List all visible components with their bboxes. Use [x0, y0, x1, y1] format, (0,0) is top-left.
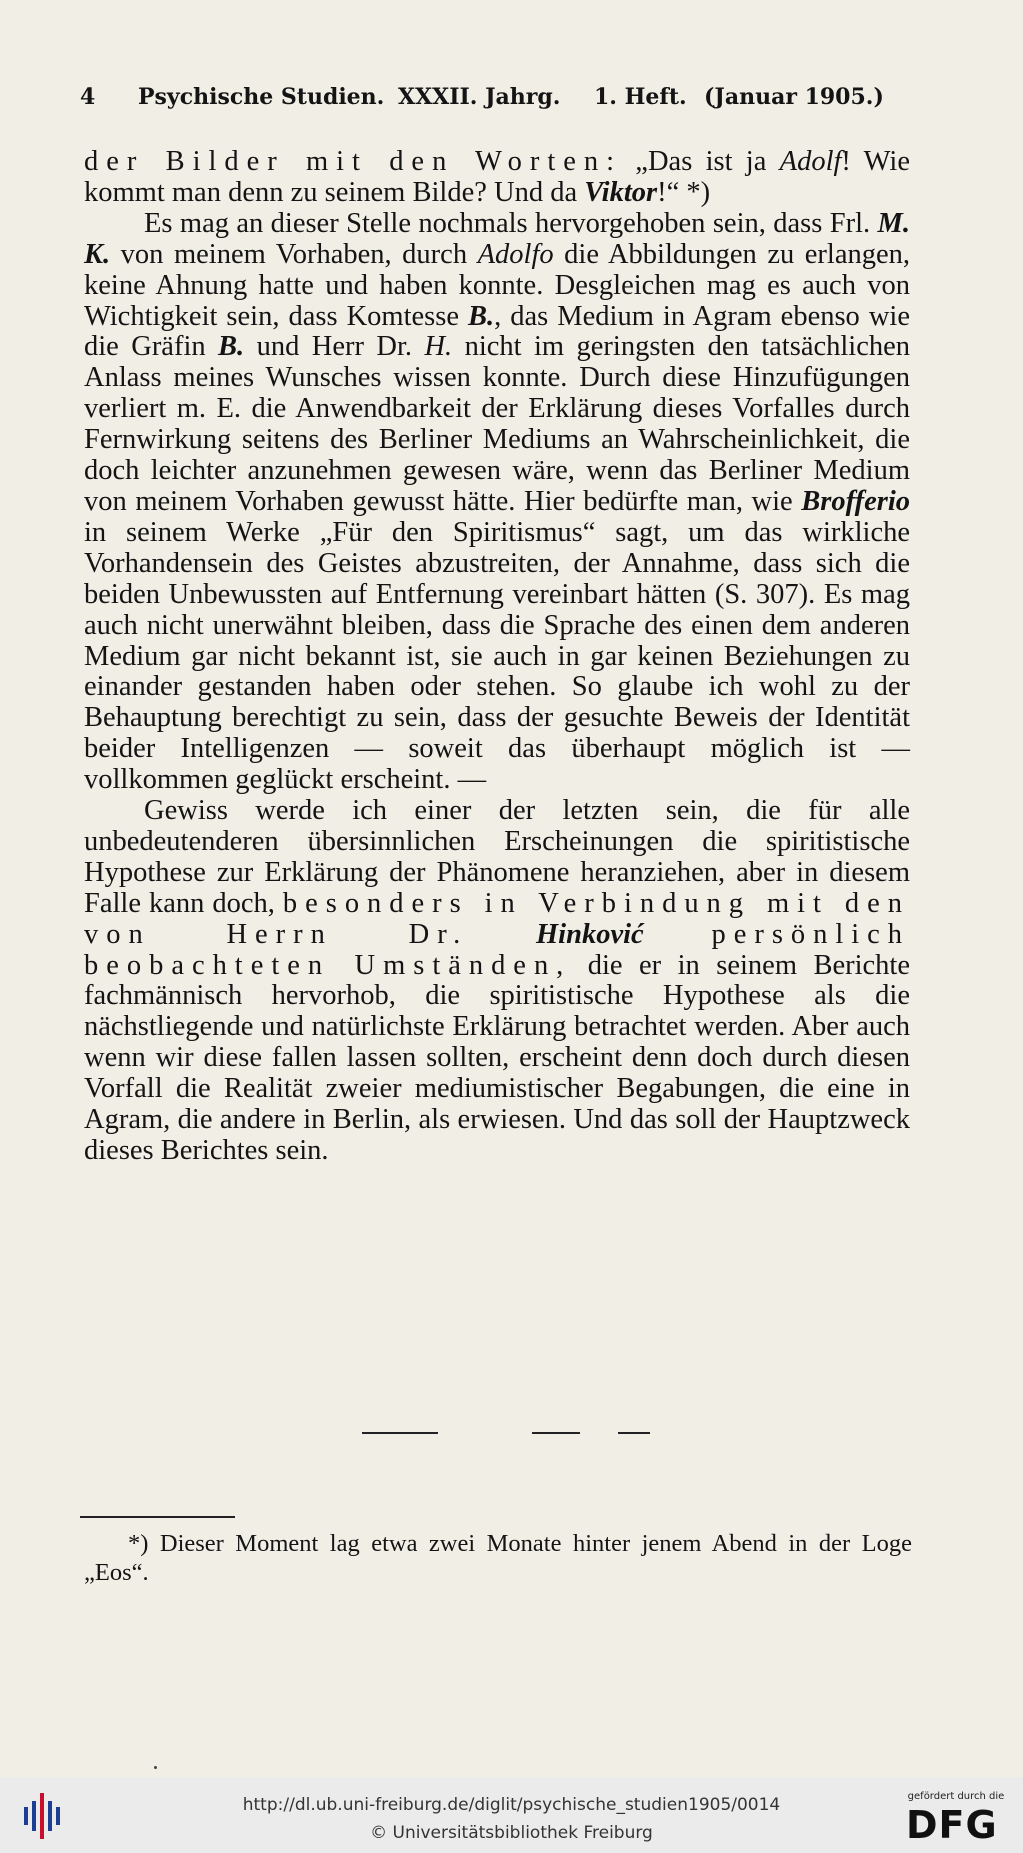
initial-h: H.: [424, 331, 453, 363]
permalink-url[interactable]: http://dl.ub.uni-freiburg.de/diglit/psychische_studien1905/0014: [242, 1795, 781, 1815]
footnote-text: *) Dieser Moment lag etwa zwei Monate hinter jenem Abend in der Loge „Eos“.: [84, 1530, 912, 1586]
text-run: „Das ist ja: [622, 146, 780, 177]
text-run: nicht im geringsten den tatsächlichen Anlass meines Wunsches wissen konnte. Durch diese Hinzufügungen verliert m. E. die Anwendbarkeit der Erklärung dieses Vorfalles durch Fernwirkung seitens des Berliner Mediums an Wahrscheinlichkeit, die doch leichter anzunehmen gewesen wäre, wenn das Berliner Medium von meinem Vorhaben gewusst hätte. Hier bedürfte man, wie: [84, 331, 910, 517]
paragraph-3: [84, 796, 910, 1167]
text-run: und Herr Dr.: [244, 331, 425, 363]
text-run: in seinem Werke „Für den Spiritismus“ sagt, um das wirkliche Vorhandensein des Geistes abzustreiten, der Annahme, dass sich die beiden Unbewussten auf Entfernung vereinbart hätten (S. 307). Es mag auch nicht unerwähnt bleiben, dass die Sprache des einen dem anderen Medium gar nicht bekannt ist, sie auch in gar keinen Beziehungen zu einander gestanden haben oder stehen. So glaube ich wohl zu der Behauptung berechtigt zu sein, dass der gesuchte Beweis der Identität beider Intelligenzen — soweit das überhaupt möglich ist — vollkommen geglückt erscheint. —: [84, 516, 910, 796]
spaced-text: besonders in Verbindung mit den von Herrn Dr.: [84, 887, 910, 950]
print-speck: [154, 1766, 157, 1769]
dfg-caption: gefördert durch die: [907, 1791, 1005, 1802]
dfg-wordmark: DFG: [906, 1803, 998, 1847]
issue-date: (Januar 1905.): [704, 84, 884, 110]
name-adolfo: Adolfo: [477, 238, 554, 270]
body-text: [84, 147, 910, 1167]
text-run: die Abbildungen zu erlangen, keine Ahnung hatte und haben konnte. Desgleichen mag es auch von Wichtigkeit sein, dass Komtesse: [84, 238, 910, 332]
initials-mk: M. K.: [84, 207, 910, 270]
viewer-footer: [0, 1777, 1023, 1853]
spaced-text: der Bilder mit den Worten:: [84, 146, 623, 177]
section-separator: [618, 1432, 650, 1434]
text-run: !“ *): [657, 176, 711, 208]
footnote-rule: [80, 1516, 235, 1518]
footnote: [84, 1529, 912, 1587]
section-separator: [362, 1432, 438, 1434]
name-hinkovic: Hinković: [536, 918, 644, 950]
name-adolf: Adolf: [779, 146, 842, 177]
text-run: , das Medium in Agram ebenso wie die Gräfin: [84, 300, 910, 363]
text-run: die er in seinem Berichte fachmännisch hervorhob, die spiritistische Hypothese als die nächstliegende und natürlichste Erklärung betrachtet werden. Aber auch wenn wir diese fallen lassen sollten, erscheint denn doch durch diesen Vorfall die Realität zweier mediumistischer Begabungen, die eine in Agram, die andere in Berlin, als erwiesen. Und das soll der Hauptzweck dieses Berichtes sein.: [84, 949, 911, 1166]
copyright-notice: © Universitätsbibliothek Freiburg: [370, 1823, 653, 1843]
section-separator: [532, 1432, 580, 1434]
issue-label: 1. Heft.: [594, 84, 687, 110]
paragraph-2: [84, 209, 910, 796]
page-number: 4: [80, 84, 96, 110]
volume-label: XXXII. Jahrg.: [398, 84, 561, 110]
dfg-logo: [900, 1791, 1012, 1847]
paragraph-1: [84, 147, 910, 209]
journal-title: Psychische Studien.: [138, 84, 385, 110]
name-viktor: Viktor: [584, 176, 658, 208]
initial-b: B.: [218, 331, 245, 363]
spaced-text: persönlich beobachteten Umständen,: [84, 918, 911, 981]
initial-b: B.: [468, 300, 495, 332]
running-head: [80, 84, 910, 116]
text-run: von meinem Vorhaben, durch: [110, 238, 478, 270]
text-run: ! Wie kommt man denn zu seinem Bilde? Und da: [84, 146, 911, 208]
name-brofferio: Brofferio: [801, 485, 910, 517]
text-run: Gewiss werde ich einer der letzten sein, die für alle unbedeutenderen übersinnlichen Erscheinungen die spiritistische Hypothese zur Erklärung der Phänomene heranziehen, aber in diesem Falle kann doch,: [84, 795, 910, 919]
text-run: Es mag an dieser Stelle nochmals hervorgehoben sein, dass Frl.: [144, 207, 878, 239]
